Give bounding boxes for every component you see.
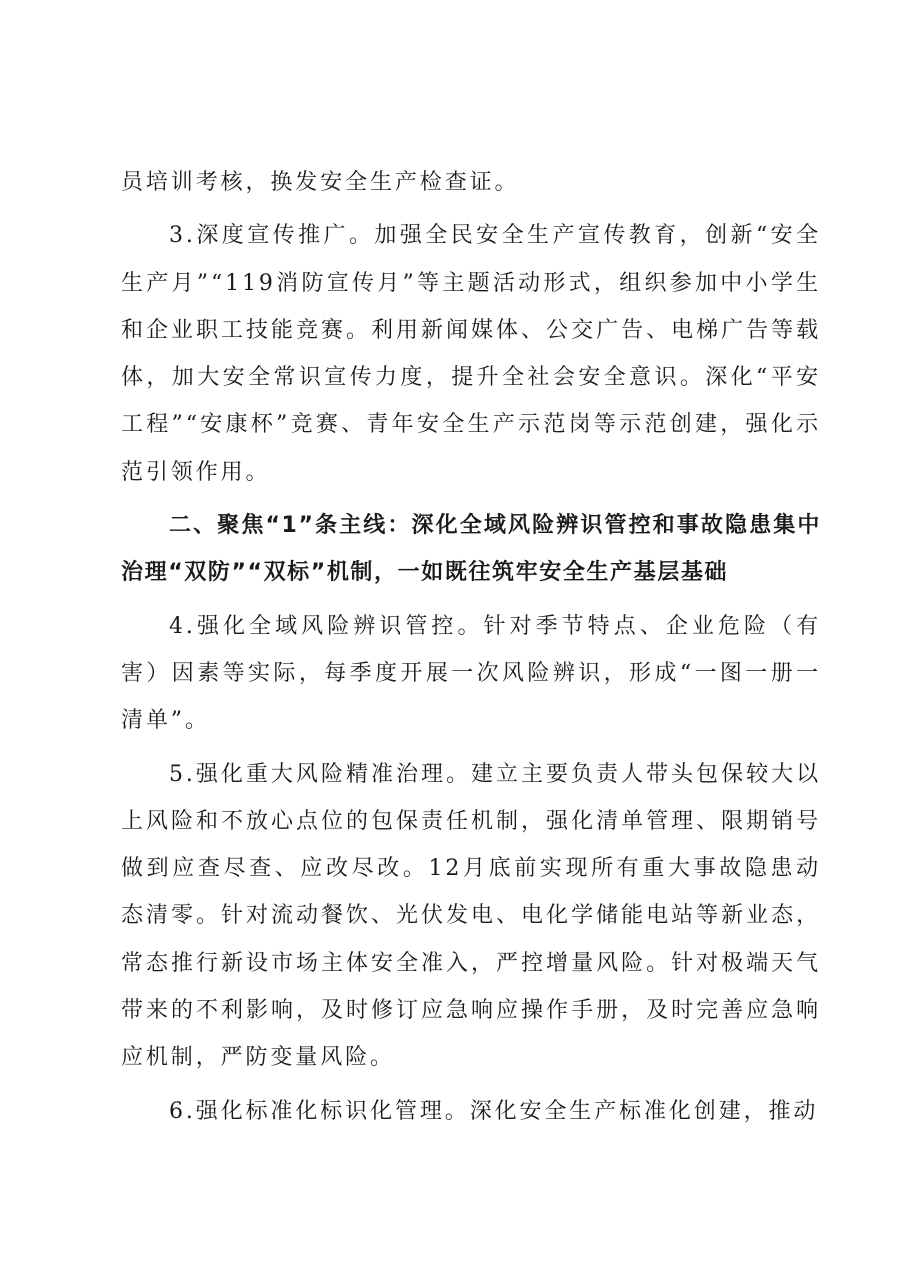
paragraph-6-standardization: 6.强化标准化标识化管理。深化安全生产标准化创建，推动	[169, 1098, 819, 1124]
paragraph-4-risk-identification: 4.强化全域风险辨识管控。针对季节特点、企业危险（有害）因素等实际，每季度开展一次风险辨识，形成“一图一册一清单”。	[121, 613, 821, 734]
paragraph-continuation: 员培训考核，换发安全生产检查证。	[121, 170, 520, 195]
paragraph-5-major-risk-governance: 5.强化重大风险精准治理。建立主要负责人带头包保较大以上风险和不放心点位的包保责任机制，强化清单管理、限期销号做到应查尽查、应改尽改。12月底前实现所有重大事故隐患动态清零。针对流动餐饮、光伏发电、电化学储能电站等新业态，常态推行新设市场主体安全准入，严控增量风险。针对极端天气带来的不利影响，及时修订应急响应操作手册，及时完善应急响应机制，严防变量风险。	[121, 761, 821, 1071]
section-heading-2: 二、聚焦“1”条主线：深化全域风险辨识管控和事故隐患集中治理“双防”“双标”机制，一如既往筑牢安全生产基层基础	[121, 513, 821, 586]
paragraph-3-publicity: 3.深度宣传推广。加强全民安全生产宣传教育，创新“安全生产月”“119消防宣传月”等主题活动形式，组织参加中小学生和企业职工技能竞赛。利用新闻媒体、公交广告、电梯广告等载体，加大安全常识宣传力度，提升全社会安全意识。深化“平安工程”“安康杯”竞赛、青年安全生产示范岗等示范创建，强化示范引领作用。	[121, 223, 821, 485]
document-body	[121, 159, 821, 1135]
